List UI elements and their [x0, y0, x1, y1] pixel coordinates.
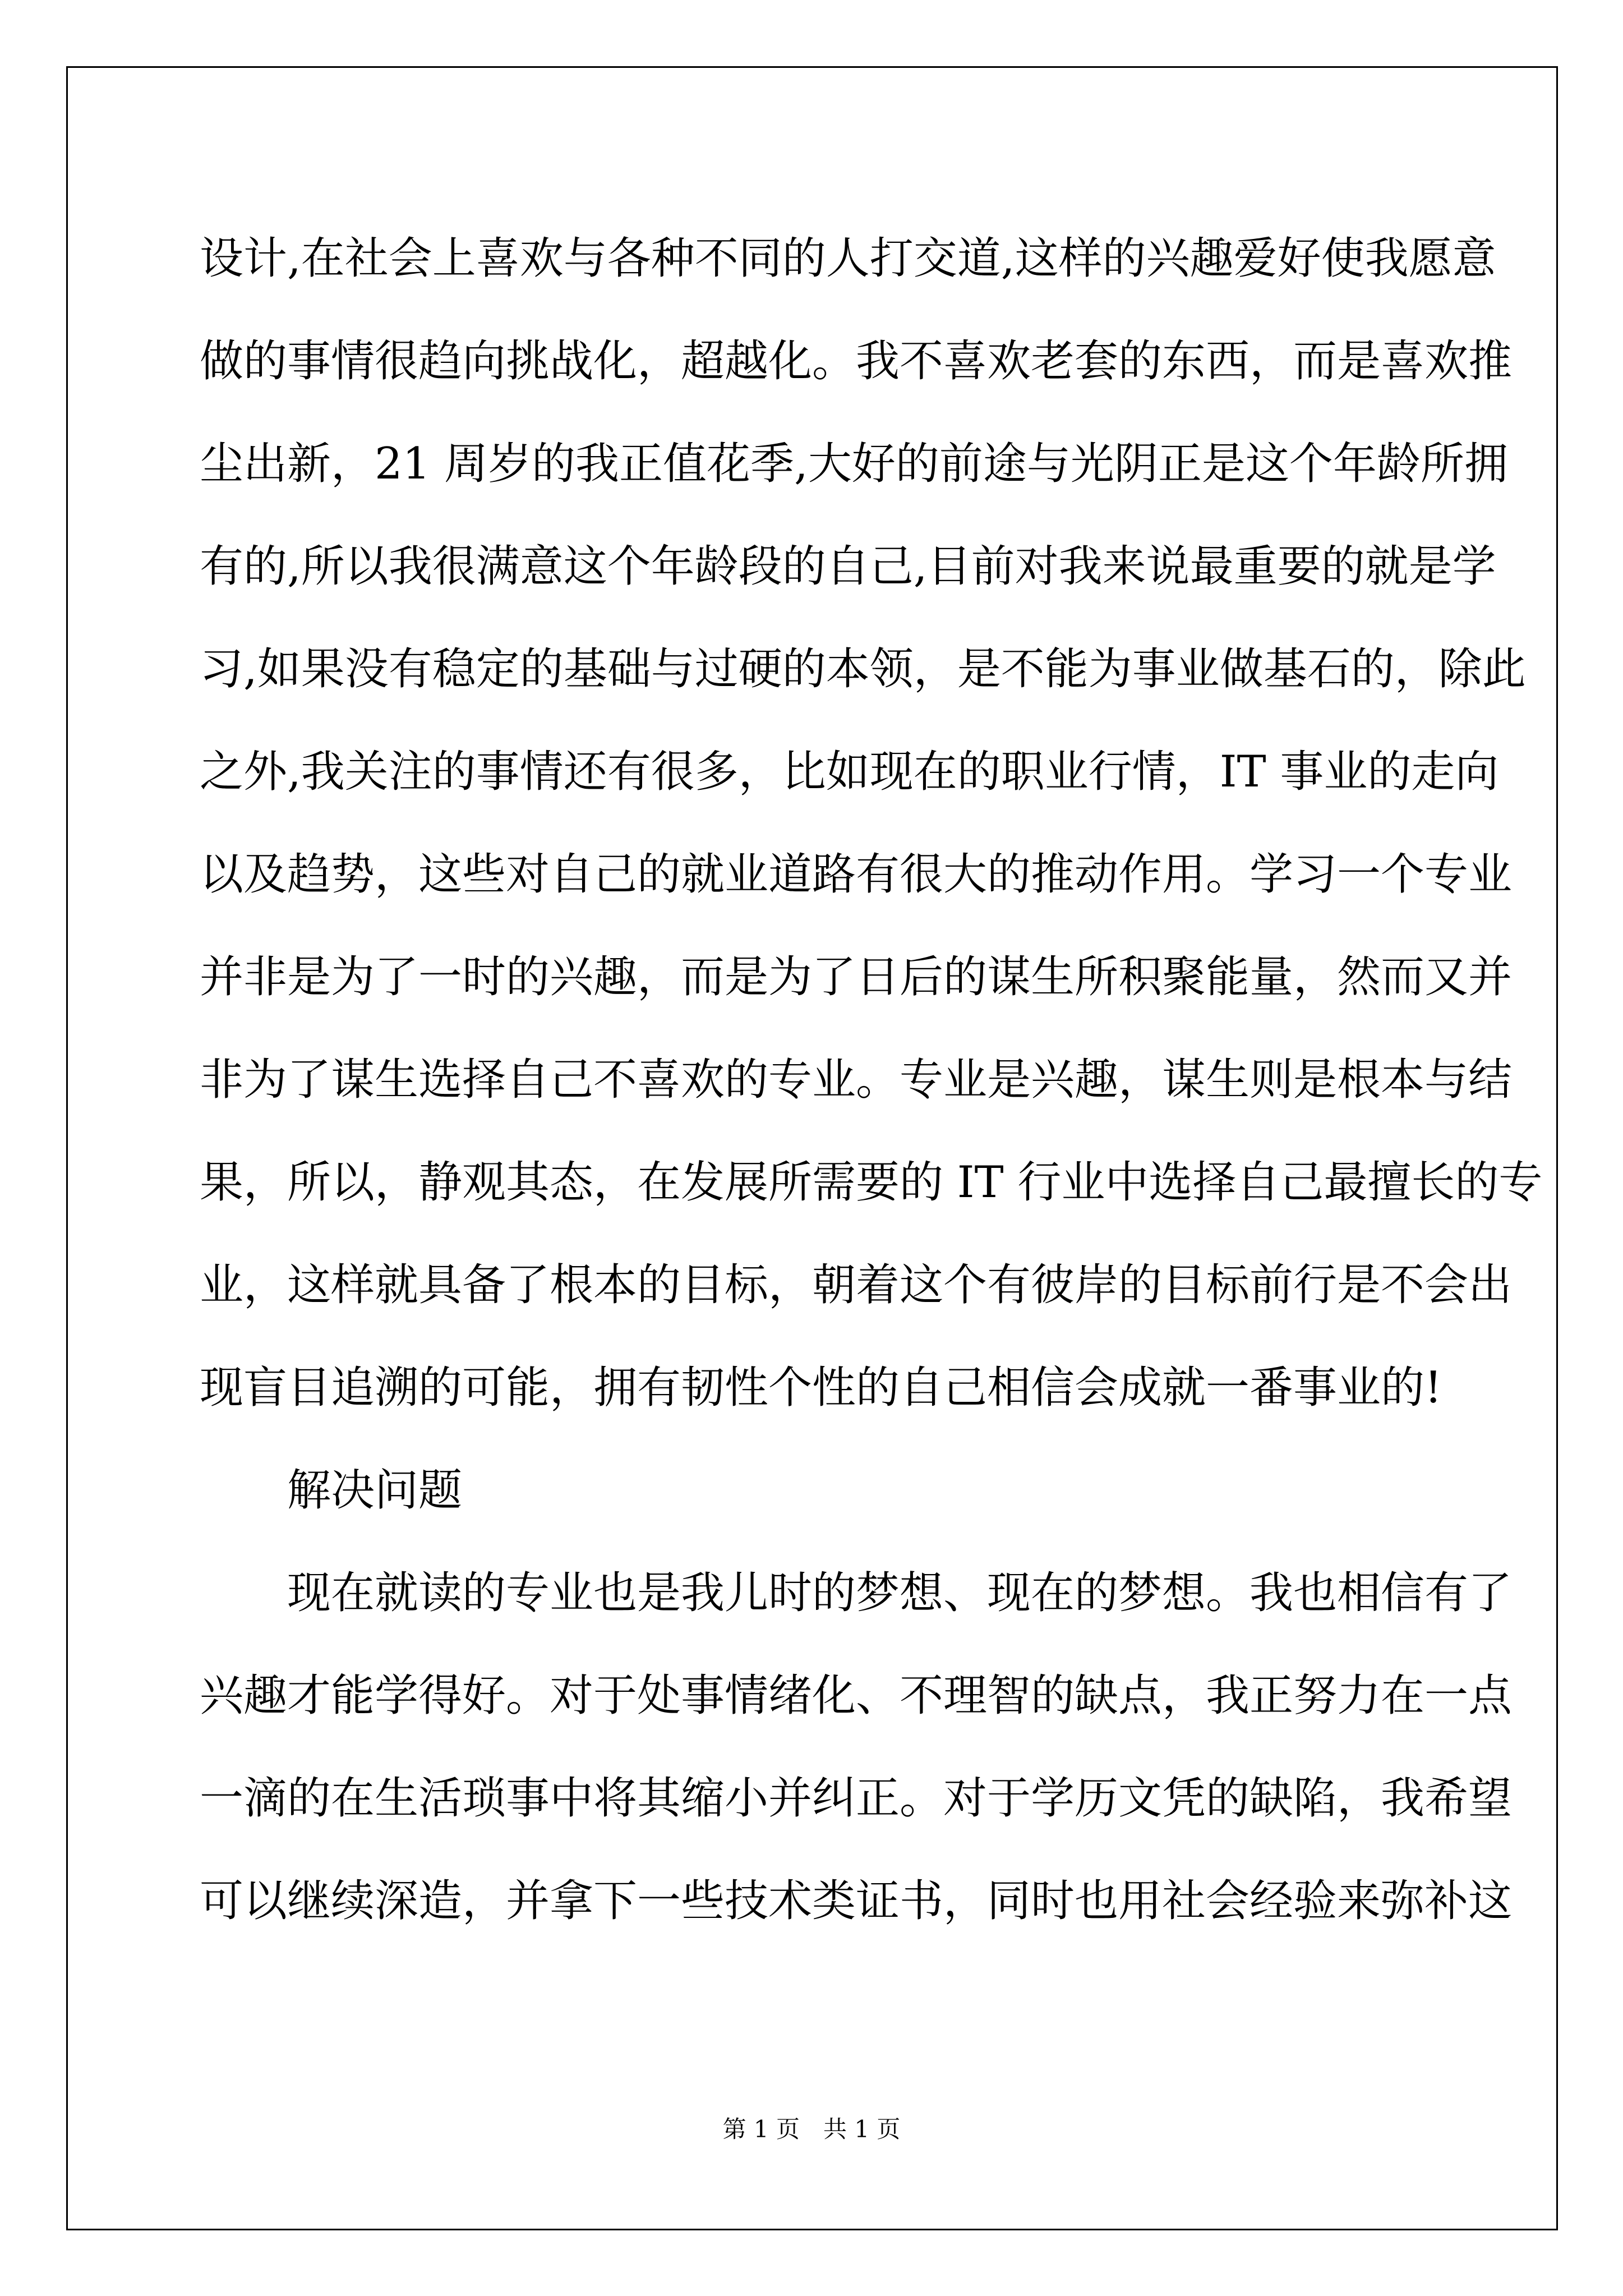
paragraph-line: 果，所以，静观其态，在发展所需要的 IT 行业中选择自己最擅长的专	[200, 1157, 1543, 1208]
paragraph-line: 一滴的在生活琐事中将其缩小并纠正。对于学历文凭的缺陷，我希望	[200, 1773, 1513, 1824]
paragraph-line: 并非是为了一时的兴趣，而是为了日后的谋生所积聚能量，然而又并	[200, 952, 1513, 1002]
paragraph-line: 做的事情很趋向挑战化，超越化。我不喜欢老套的东西，而是喜欢推	[200, 336, 1513, 386]
paragraph-line: 非为了谋生选择自己不喜欢的专业。专业是兴趣，谋生则是根本与结	[200, 1055, 1513, 1105]
paragraph-line: 习,如果没有稳定的基础与过硬的本领，是不能为事业做基石的，除此	[200, 644, 1526, 694]
paragraph-line: 之外,我关注的事情还有很多，比如现在的职业行情，IT 事业的走向	[200, 747, 1499, 797]
section-heading: 解决问题	[287, 1465, 463, 1516]
paragraph-line: 业，这样就具备了根本的目标，朝着这个有彼岸的目标前行是不会出	[200, 1260, 1513, 1310]
paragraph-line: 以及趋势，这些对自己的就业道路有很大的推动作用。学习一个专业	[200, 849, 1513, 900]
paragraph-line: 现盲目追溯的可能，拥有韧性个性的自己相信会成就一番事业的!	[200, 1363, 1442, 1413]
paragraph-line: 兴趣才能学得好。对于处事情绪化、不理智的缺点，我正努力在一点	[200, 1671, 1513, 1721]
paragraph-line: 可以继续深造，并拿下一些技术类证书，同时也用社会经验来弥补这	[200, 1876, 1513, 1926]
document-body	[200, 208, 1543, 1953]
paragraph-line: 有的,所以我很满意这个年龄段的自己,目前对我来说最重要的就是学	[200, 541, 1496, 592]
paragraph-line: 设计,在社会上喜欢与各种不同的人打交道,这样的兴趣爱好使我愿意	[200, 233, 1496, 284]
page-number-footer: 第 1 页 共 1 页	[722, 2115, 901, 2143]
paragraph-line: 尘出新，21 周岁的我正值花季,大好的前途与光阴正是这个年龄所拥	[200, 439, 1508, 489]
paragraph-line: 现在就读的专业也是我儿时的梦想、现在的梦想。我也相信有了	[287, 1568, 1513, 1618]
